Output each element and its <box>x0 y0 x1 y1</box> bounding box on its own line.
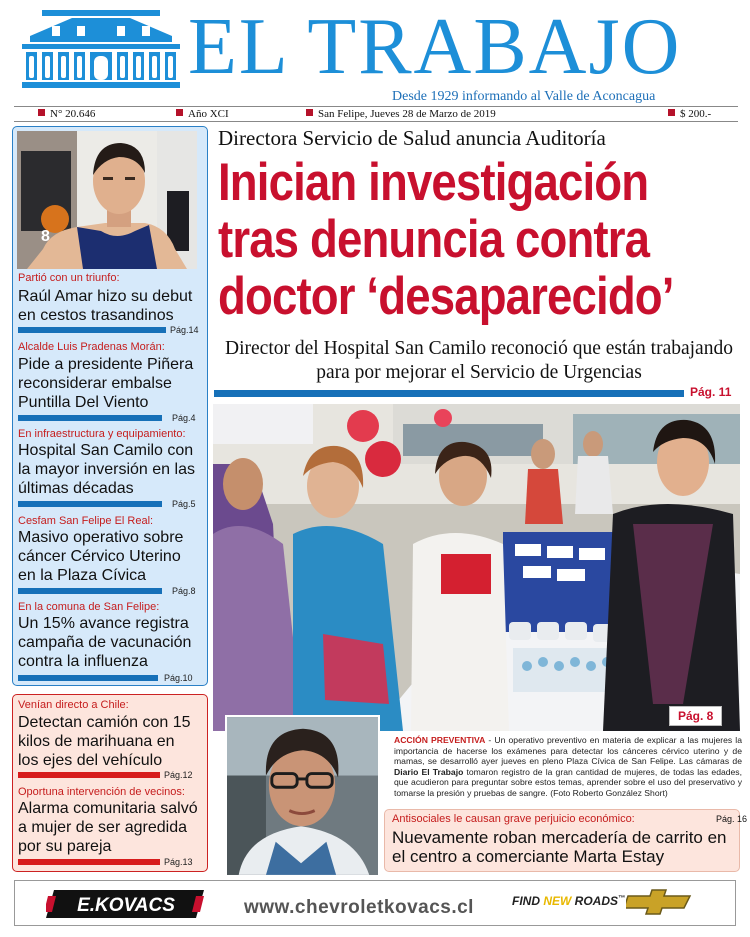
ad-slogan: FIND NEW ROADS™ <box>512 894 626 908</box>
brief-page-ref: Pág.5 <box>172 499 196 509</box>
brief-divider <box>18 415 162 421</box>
brief-divider <box>18 501 162 507</box>
lead-deck: Directora Servicio de Salud anuncia Auditoría <box>218 126 606 150</box>
brief-headline-alarma[interactable]: Alarma comunitaria salvó a mujer de ser agredida por su pareja <box>18 800 198 855</box>
brief-divider <box>18 772 160 778</box>
brief-kicker: Venían directo a Chile: <box>18 699 129 711</box>
brief-headline-cesfam[interactable]: Masivo operativo sobre cáncer Cérvico Uterino en la Plaza Cívica <box>18 529 184 584</box>
brief-headline-pinera[interactable]: Pide a presidente Piñera reconsiderar embalse Puntilla Del Viento <box>18 356 194 411</box>
issue-date: San Felipe, Jueves 28 de Marzo de 2019 <box>306 108 496 120</box>
lead-page-ref: Pág. 11 <box>690 385 732 399</box>
brief-kicker: En la comuna de San Felipe: <box>18 601 160 613</box>
kovacs-logo <box>46 888 206 920</box>
brief-page-ref: Pág.4 <box>172 413 196 423</box>
brief-divider <box>18 327 166 333</box>
issue-info-bar <box>14 106 738 122</box>
brief-page-ref: Pág.14 <box>170 325 199 335</box>
bottom-story-kicker: Antisociales le causan grave perjuicio económico: <box>392 813 635 825</box>
lead-divider <box>214 390 684 397</box>
brief-kicker: Partió con un triunfo: <box>18 272 120 284</box>
brief-kicker: En infraestructura y equipamiento: <box>18 428 186 440</box>
basketball-player-photo <box>17 131 197 269</box>
kovacs-wordmark: E.KOVACS <box>77 895 175 916</box>
issue-number: N° 20.646 <box>38 108 95 120</box>
chevrolet-bowtie-icon <box>626 888 692 916</box>
issue-price: $ 200.- <box>668 108 711 120</box>
brief-page-ref: Pág.10 <box>164 673 193 683</box>
photo-caption: ACCIÓN PREVENTIVA - Un operativo preventivo en materia de explicar a las mujeres la importancia de hacerse los exámenes para detectar los cánceres cérvico uterino y de mamas, se desarrolló ayer jueves en pleno Plaza Cívica de San Felipe. Las cámaras de Diario El Trabajo tomaron registro de la gran cantidad de mujeres, de todas las edades, que acudieron para preguntar sobre estos temas, aprender sobre el uso del preservativo y tomarse la presión y pruebas de sangre. (Foto Roberto González Short) <box>394 735 743 798</box>
inset-portrait-photo <box>225 715 380 877</box>
brief-headline-vacunacion[interactable]: Un 15% avance registra campaña de vacunación contra la influenza <box>18 615 192 670</box>
brief-page-ref: Pág.8 <box>172 586 196 596</box>
lead-headline[interactable] <box>218 153 674 326</box>
brief-headline-hospital[interactable]: Hospital San Camilo con la mayor inversión en las últimas décadas <box>18 442 195 497</box>
brief-divider <box>18 859 160 865</box>
masthead-building-logo <box>22 6 180 90</box>
lead-subdeck: Director del Hospital San Camilo reconoció que están trabajando para por mejorar el Servicio de Urgencias <box>225 338 733 383</box>
bottom-story-page-ref: Pág. 16 <box>716 814 748 824</box>
brief-headline-raul-amar[interactable]: Raúl Amar hizo su debut en cestos trasandinos <box>18 288 193 324</box>
lead-headline-line: doctor ‘desaparecido’ <box>218 267 674 326</box>
brief-page-ref: Pág.13 <box>164 857 193 867</box>
masthead-tagline: Desde 1929 informando al Valle de Aconcagua <box>392 89 656 104</box>
brief-divider <box>18 675 158 681</box>
lead-headline-line: tras denuncia contra <box>218 210 650 269</box>
brief-kicker: Cesfam San Felipe El Real: <box>18 515 154 527</box>
brief-kicker: Alcalde Luis Pradenas Morán: <box>18 341 165 353</box>
brief-headline-marihuana[interactable]: Detectan camión con 15 kilos de marihuana en los ejes del vehículo <box>18 714 191 769</box>
lead-headline-line: Inician investigación <box>218 153 649 212</box>
issue-year: Año XCI <box>176 108 229 120</box>
bottom-story-headline[interactable]: Nuevamente roban mercadería de carrito en el centro a comerciante Marta Estay <box>392 828 727 866</box>
jersey-number: 8 <box>41 228 50 245</box>
brief-page-ref: Pág.12 <box>164 770 193 780</box>
brief-kicker: Oportuna intervención de vecinos: <box>18 786 185 798</box>
brief-divider <box>18 588 162 594</box>
photo-page-badge: Pág. 8 <box>669 706 722 726</box>
masthead-title: EL TRABAJO <box>188 3 682 91</box>
ad-website-url[interactable]: www.chevroletkovacs.cl <box>244 897 474 918</box>
health-fair-photo <box>213 404 740 731</box>
